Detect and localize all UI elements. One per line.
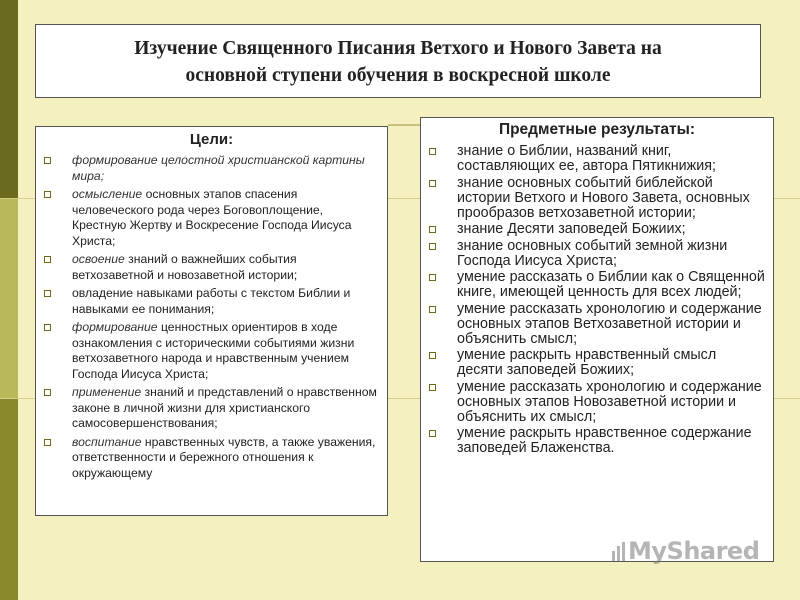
- square-bullet-icon: [429, 243, 436, 250]
- square-bullet-icon: [44, 157, 51, 164]
- title-line-2: основной ступени обучения в воскресной школе: [185, 65, 611, 86]
- result-item: знание основных событий библейской истории Ветхого и Нового Завета, основных прообразов ветхозаветной истории;: [429, 176, 765, 221]
- goal-item: применение знаний и представлений о нравственном законе в личной жизни для христианского самосовершенствования;: [44, 385, 379, 432]
- results-box: [420, 117, 774, 562]
- left-accent-bar-bottom: [0, 398, 18, 600]
- goals-list: [44, 153, 379, 481]
- goal-item: освоение знаний о важнейших события ветхозаветной и новозаветной истории;: [44, 252, 379, 283]
- square-bullet-icon: [44, 191, 51, 198]
- result-item: знание основных событий земной жизни Господа Иисуса Христа;: [429, 239, 765, 269]
- results-heading: Предметные результаты:: [498, 121, 696, 138]
- connector-line: [388, 124, 422, 126]
- square-bullet-icon: [429, 180, 436, 187]
- square-bullet-icon: [44, 290, 51, 297]
- square-bullet-icon: [44, 389, 51, 396]
- result-item: умение раскрыть нравственный смысл десяти заповедей Божиих;: [429, 348, 765, 378]
- square-bullet-icon: [44, 256, 51, 263]
- goal-item: осмысление основных этапов спасения человеческого рода через Боговоплощение, Крестную Жертву и Воскресение Господа Иисуса Христа;: [44, 187, 379, 249]
- goal-item: формирование ценностных ориентиров в ходе ознакомления с историческими событиями жизни ветхозаветного народа и нравственным учением Господа Иисуса Христа;: [44, 320, 379, 382]
- square-bullet-icon: [429, 148, 436, 155]
- watermark: [610, 537, 775, 571]
- left-accent-bar-middle: [0, 198, 18, 398]
- result-item: умение раскрыть нравственное содержание заповедей Блаженства.: [429, 426, 765, 456]
- square-bullet-icon: [429, 430, 436, 437]
- goals-box: [35, 126, 388, 516]
- results-list: [429, 144, 765, 456]
- watermark-text: MyShared: [628, 537, 760, 565]
- title-line-1: Изучение Священного Писания Ветхого и Нового Завета на: [134, 38, 662, 59]
- square-bullet-icon: [429, 352, 436, 359]
- result-item: умение рассказать хронологию и содержание основных этапов Новозаветной истории и объяснить их смысл;: [429, 380, 765, 425]
- slide-title: [35, 24, 761, 98]
- goal-item: воспитание нравственных чувств, а также уважения, ответственности и бережного отношения к окружающему: [44, 435, 379, 482]
- goal-item: формирование целостной христианской картины мира;: [44, 153, 379, 184]
- square-bullet-icon: [429, 274, 436, 281]
- square-bullet-icon: [429, 226, 436, 233]
- myshared-logo-icon: [610, 541, 628, 563]
- result-item: знание о Библии, названий книг, составляющих ее, автора Пятикнижия;: [429, 144, 765, 174]
- goals-heading: Цели:: [189, 131, 234, 148]
- square-bullet-icon: [44, 324, 51, 331]
- result-item: знание Десяти заповедей Божиих;: [429, 222, 765, 237]
- left-accent-bar-top: [0, 0, 18, 198]
- result-item: умение рассказать хронологию и содержание основных этапов Ветхозаветной истории и объяснить смысл;: [429, 302, 765, 347]
- square-bullet-icon: [429, 384, 436, 391]
- result-item: умение рассказать о Библии как о Священной книге, имеющей ценность для всех людей;: [429, 270, 765, 300]
- square-bullet-icon: [44, 439, 51, 446]
- square-bullet-icon: [429, 306, 436, 313]
- goal-item: овладение навыками работы с текстом Библии и навыками ее понимания;: [44, 286, 379, 317]
